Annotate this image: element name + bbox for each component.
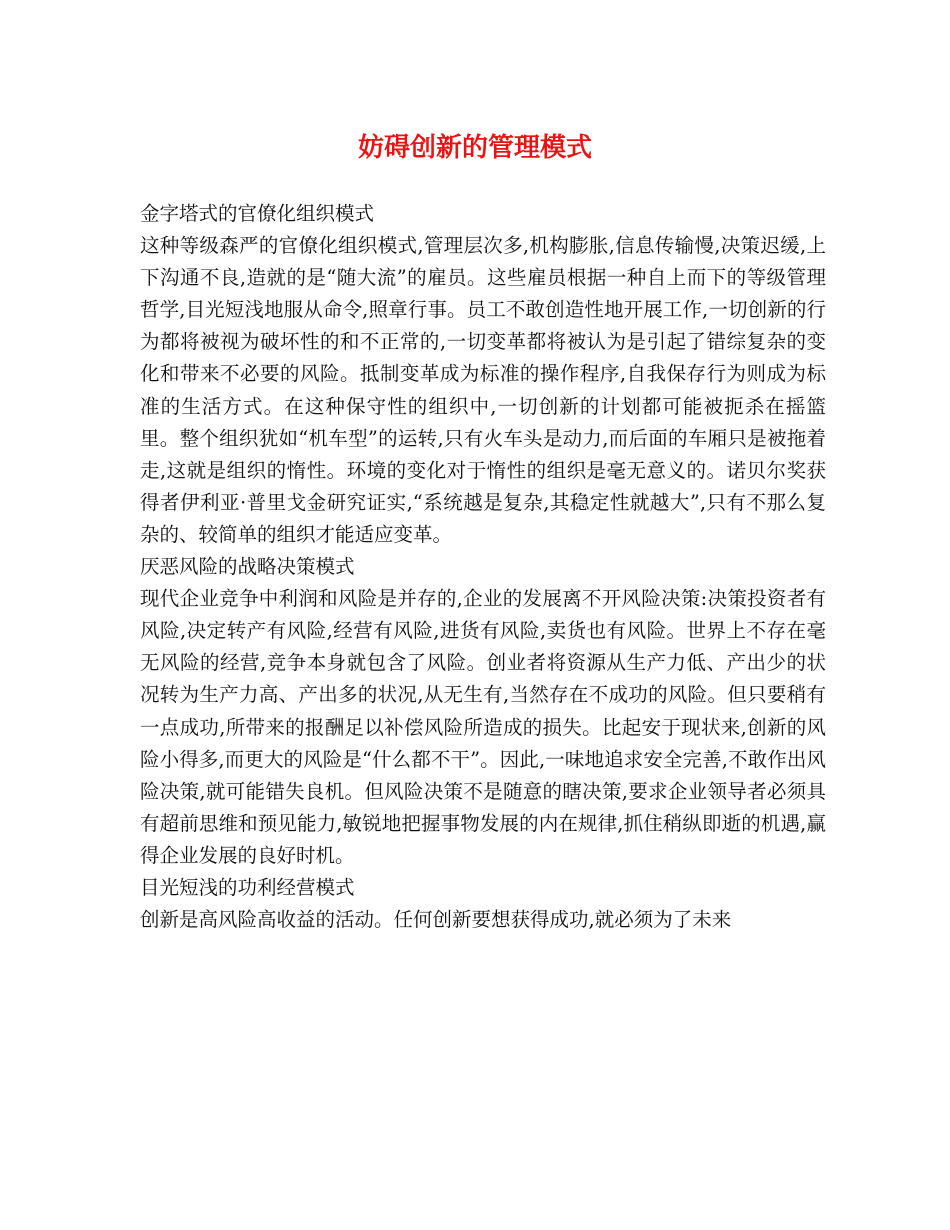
section-paragraph: 创新是高风险高收益的活动。任何创新要想获得成功,就必须为了未来 xyxy=(140,908,732,932)
document-body xyxy=(140,198,826,936)
section-heading: 厌恶风险的战略决策模式 xyxy=(140,555,355,579)
section-paragraph: 这种等级森严的官僚化组织模式,管理层次多,机构膨胀,信息传输慢,决策迟缓,上下沟通不良,造就的是“随大流”的雇员。这些雇员根据一种自上而下的等级管理哲学,目光短浅地服从命令,照章行事。员工不敢创造性地开展工作,一切创新的行为都将被视为破坏性的和不正常的,一切变革都将被认为是引起了错综复杂的变化和带来不必要的风险。抵制变革成为标准的操作程序,自我保存行为则成为标准的生活方式。在这种保守性的组织中,一切创新的计划都可能被扼杀在摇篮里。整个组织犹如“机车型”的运转,只有火车头是动力,而后面的车厢只是被拖着走,这就是组织的惰性。环境的变化对于惰性的组织是毫无意义的。诺贝尔奖获得者伊利亚·普里戈金研究证实,“系统越是复杂,其稳定性就越大”,只有不那么复杂的、较简单的组织才能适应变革。 xyxy=(140,234,826,546)
section-heading: 金字塔式的官僚化组织模式 xyxy=(140,202,375,225)
document-title: 妨碍创新的管理模式 xyxy=(357,133,592,163)
section-heading: 目光短浅的功利经营模式 xyxy=(140,875,355,899)
section-paragraph: 现代企业竞争中利润和风险是并存的,企业的发展离不开风险决策:决策投资者有风险,决定转产有风险,经营有风险,进货有风险,卖货也有风险。世界上不存在毫无风险的经营,竞争本身就包含了风险。创业者将资源从生产力低、产出少的状况转为生产力高、产出多的状况,从无生有,当然存在不成功的风险。但只要稍有一点成功,所带来的报酬足以补偿风险所造成的损失。比起安于现状来,创新的风险小得多,而更大的风险是“什么都不干”。因此,一味地追求安全完善,不敢作出风险决策,就可能错失良机。但风险决策不是随意的瞎决策,要求企业领导者必须具有超前思维和预见能力,敏锐地把握事物发展的内在规律,抓住稍纵即逝的机遇,赢得企业发展的良好时机。 xyxy=(140,587,826,867)
